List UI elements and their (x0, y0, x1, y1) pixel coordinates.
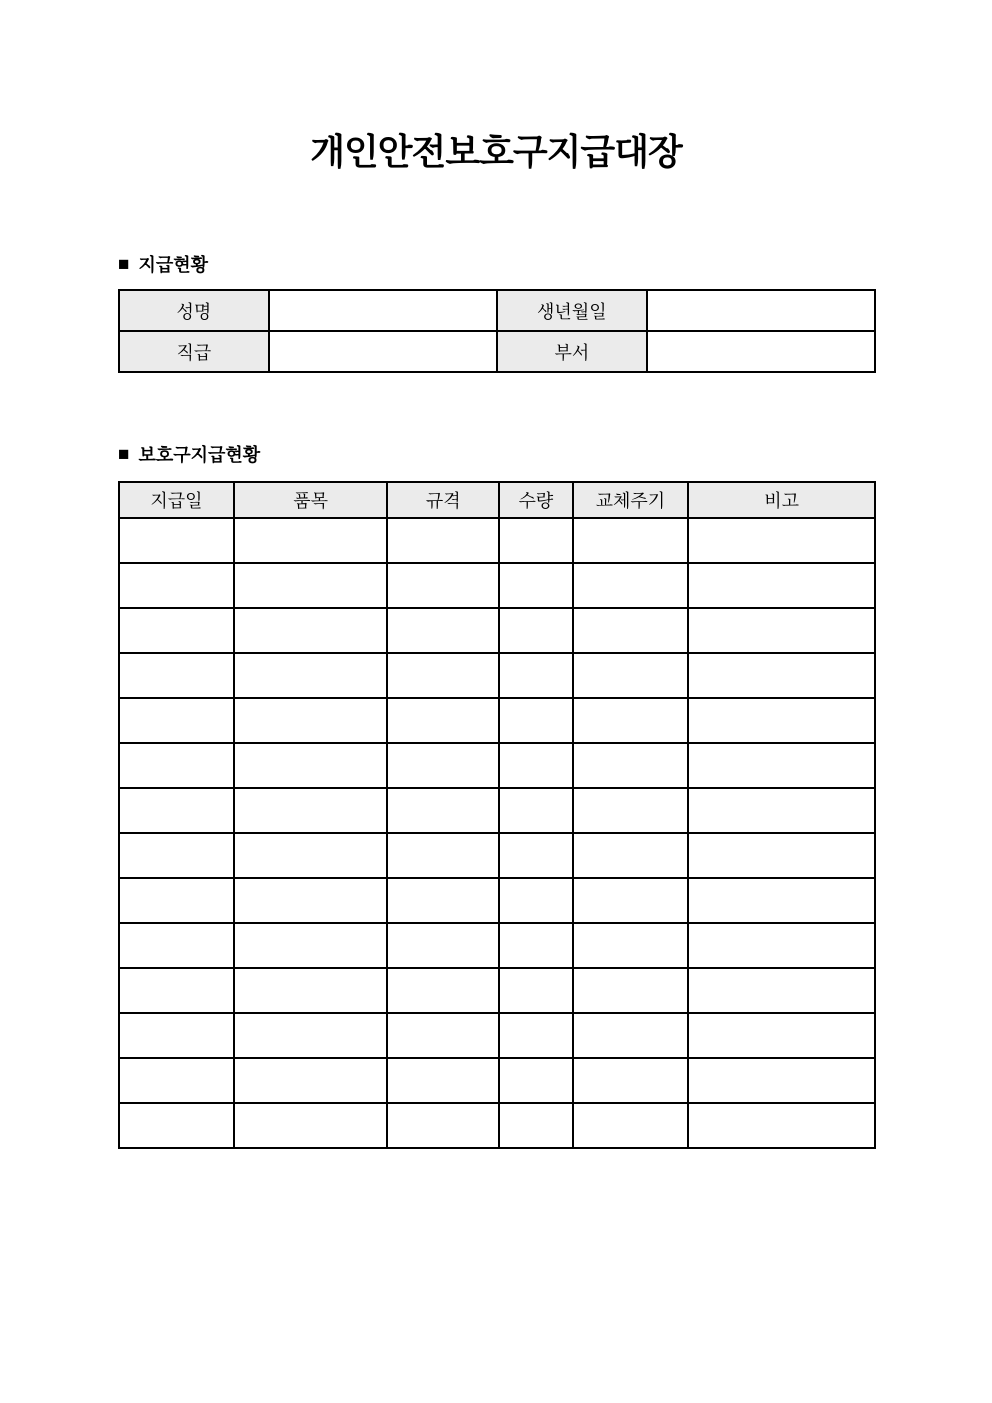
cell-remarks[interactable] (688, 518, 875, 563)
table-row (119, 833, 875, 878)
column-header-replacement-cycle: 교체주기 (573, 482, 689, 518)
cell-item[interactable] (234, 653, 387, 698)
cell-spec[interactable] (387, 1103, 499, 1148)
field-label-birthdate: 생년월일 (497, 290, 647, 331)
cell-quantity[interactable] (499, 968, 572, 1013)
cell-quantity[interactable] (499, 1103, 572, 1148)
cell-issue-date[interactable] (119, 1058, 234, 1103)
cell-item[interactable] (234, 608, 387, 653)
cell-remarks[interactable] (688, 788, 875, 833)
table-row (119, 1058, 875, 1103)
cell-quantity[interactable] (499, 563, 572, 608)
black-square-bullet-icon: ■ (118, 253, 130, 275)
cell-remarks[interactable] (688, 923, 875, 968)
table-row (119, 788, 875, 833)
cell-spec[interactable] (387, 1013, 499, 1058)
section-heading-issuance-label: 지급현황 (138, 255, 209, 276)
cell-spec[interactable] (387, 923, 499, 968)
table-row (119, 518, 875, 563)
table-row (119, 290, 875, 331)
table-row (119, 698, 875, 743)
cell-remarks[interactable] (688, 563, 875, 608)
cell-issue-date[interactable] (119, 743, 234, 788)
cell-item[interactable] (234, 1103, 387, 1148)
cell-replacement-cycle[interactable] (573, 923, 689, 968)
cell-issue-date[interactable] (119, 1013, 234, 1058)
table-row (119, 743, 875, 788)
cell-replacement-cycle[interactable] (573, 743, 689, 788)
field-value-birthdate[interactable] (647, 290, 875, 331)
table-row (119, 563, 875, 608)
column-header-quantity: 수량 (499, 482, 572, 518)
cell-quantity[interactable] (499, 1058, 572, 1103)
cell-issue-date[interactable] (119, 518, 234, 563)
table-row (119, 968, 875, 1013)
cell-remarks[interactable] (688, 1013, 875, 1058)
cell-spec[interactable] (387, 518, 499, 563)
cell-item[interactable] (234, 923, 387, 968)
table-header-row (119, 482, 875, 518)
cell-issue-date[interactable] (119, 698, 234, 743)
cell-spec[interactable] (387, 788, 499, 833)
cell-issue-date[interactable] (119, 608, 234, 653)
cell-spec[interactable] (387, 1058, 499, 1103)
cell-replacement-cycle[interactable] (573, 1058, 689, 1103)
cell-replacement-cycle[interactable] (573, 788, 689, 833)
cell-item[interactable] (234, 1058, 387, 1103)
cell-remarks[interactable] (688, 608, 875, 653)
table-row (119, 608, 875, 653)
cell-remarks[interactable] (688, 833, 875, 878)
cell-quantity[interactable] (499, 698, 572, 743)
cell-quantity[interactable] (499, 743, 572, 788)
cell-issue-date[interactable] (119, 878, 234, 923)
field-label-name: 성명 (119, 290, 269, 331)
issuance-info-table (118, 289, 876, 373)
table-row (119, 923, 875, 968)
cell-issue-date[interactable] (119, 788, 234, 833)
page-content (118, 253, 876, 1149)
cell-spec[interactable] (387, 833, 499, 878)
field-value-department[interactable] (647, 331, 875, 372)
cell-replacement-cycle[interactable] (573, 518, 689, 563)
cell-quantity[interactable] (499, 653, 572, 698)
section-heading-equipment-label: 보호구지급현황 (138, 445, 261, 466)
field-label-department: 부서 (497, 331, 647, 372)
cell-remarks[interactable] (688, 1103, 875, 1148)
table-row (119, 1103, 875, 1148)
cell-replacement-cycle[interactable] (573, 608, 689, 653)
cell-item[interactable] (234, 788, 387, 833)
cell-replacement-cycle[interactable] (573, 833, 689, 878)
cell-item[interactable] (234, 968, 387, 1013)
black-square-bullet-icon: ■ (118, 443, 130, 465)
cell-spec[interactable] (387, 653, 499, 698)
table-row (119, 653, 875, 698)
field-label-position: 직급 (119, 331, 269, 372)
cell-replacement-cycle[interactable] (573, 698, 689, 743)
cell-spec[interactable] (387, 968, 499, 1013)
cell-quantity[interactable] (499, 923, 572, 968)
cell-spec[interactable] (387, 878, 499, 923)
cell-spec[interactable] (387, 563, 499, 608)
cell-item[interactable] (234, 698, 387, 743)
column-header-remarks: 비고 (688, 482, 875, 518)
cell-replacement-cycle[interactable] (573, 1013, 689, 1058)
cell-item[interactable] (234, 833, 387, 878)
cell-quantity[interactable] (499, 878, 572, 923)
section-heading-equipment (118, 443, 876, 467)
cell-quantity[interactable] (499, 788, 572, 833)
cell-remarks[interactable] (688, 653, 875, 698)
cell-remarks[interactable] (688, 968, 875, 1013)
cell-spec[interactable] (387, 698, 499, 743)
cell-remarks[interactable] (688, 698, 875, 743)
equipment-issuance-table (118, 481, 876, 1149)
cell-remarks[interactable] (688, 878, 875, 923)
cell-item[interactable] (234, 518, 387, 563)
cell-quantity[interactable] (499, 833, 572, 878)
cell-remarks[interactable] (688, 743, 875, 788)
cell-spec[interactable] (387, 608, 499, 653)
cell-issue-date[interactable] (119, 923, 234, 968)
cell-issue-date[interactable] (119, 833, 234, 878)
column-header-item: 품목 (234, 482, 387, 518)
cell-issue-date[interactable] (119, 968, 234, 1013)
cell-spec[interactable] (387, 743, 499, 788)
cell-quantity[interactable] (499, 518, 572, 563)
cell-item[interactable] (234, 1013, 387, 1058)
page-title: 개인안전보호구지급대장 (310, 131, 682, 172)
cell-quantity[interactable] (499, 608, 572, 653)
cell-quantity[interactable] (499, 1013, 572, 1058)
cell-replacement-cycle[interactable] (573, 878, 689, 923)
section-heading-issuance (118, 253, 876, 277)
cell-replacement-cycle[interactable] (573, 563, 689, 608)
cell-issue-date[interactable] (119, 563, 234, 608)
cell-remarks[interactable] (688, 1058, 875, 1103)
table-row (119, 1013, 875, 1058)
cell-replacement-cycle[interactable] (573, 1103, 689, 1148)
field-value-position[interactable] (269, 331, 497, 372)
cell-replacement-cycle[interactable] (573, 653, 689, 698)
cell-replacement-cycle[interactable] (573, 968, 689, 1013)
column-header-spec: 규격 (387, 482, 499, 518)
table-row (119, 878, 875, 923)
cell-issue-date[interactable] (119, 653, 234, 698)
table-row (119, 331, 875, 372)
field-value-name[interactable] (269, 290, 497, 331)
column-header-issue-date: 지급일 (119, 482, 234, 518)
cell-item[interactable] (234, 563, 387, 608)
cell-item[interactable] (234, 743, 387, 788)
cell-issue-date[interactable] (119, 1103, 234, 1148)
cell-item[interactable] (234, 878, 387, 923)
